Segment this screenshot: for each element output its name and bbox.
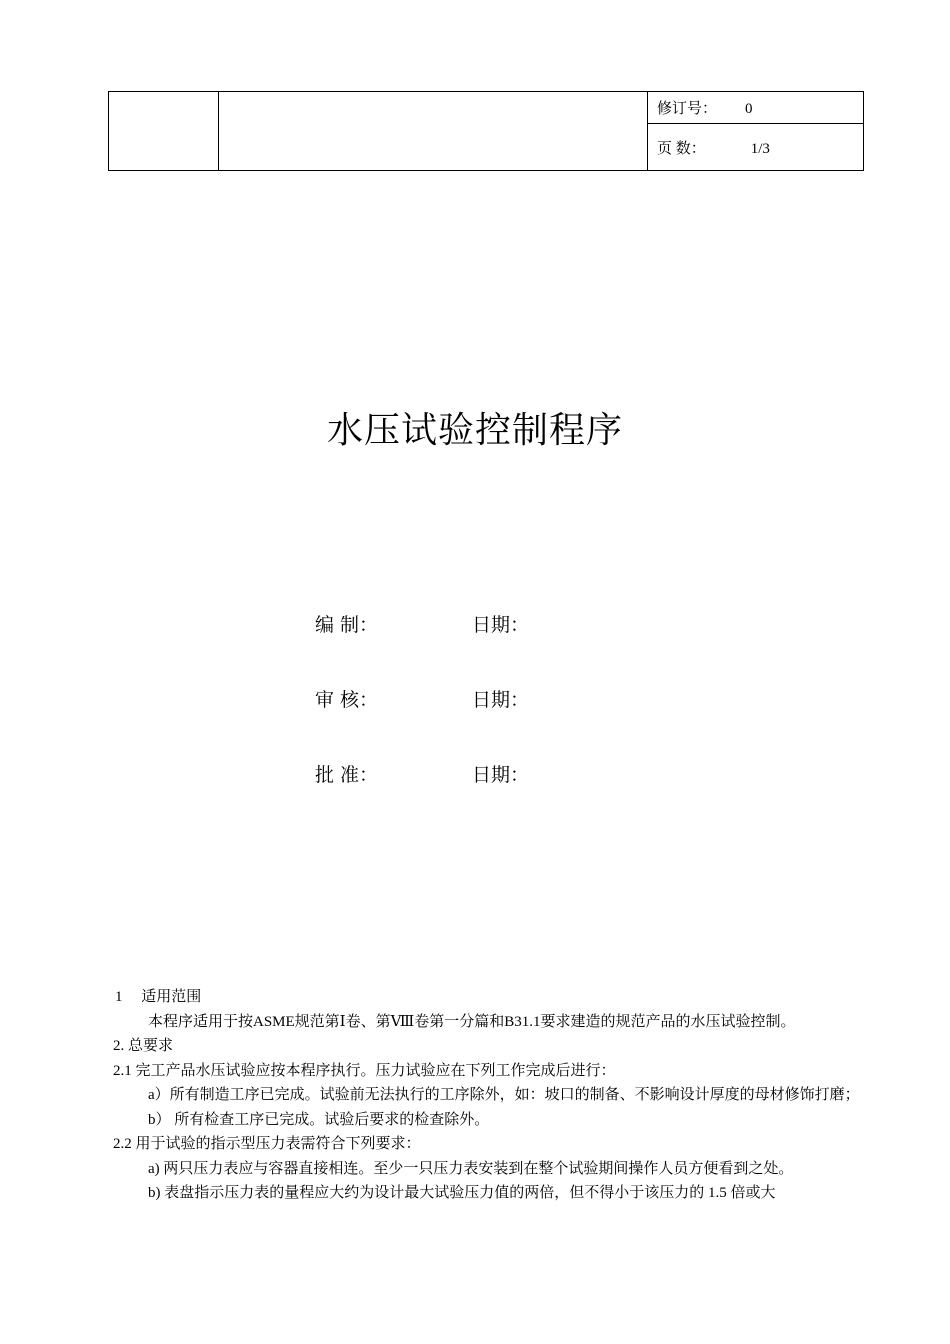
pages-cell (648, 124, 864, 171)
header-title-cell (219, 92, 648, 171)
section-2-2: 2.2 用于试验的指示型压力表需符合下列要求： (113, 1136, 421, 1152)
body-text (113, 985, 873, 1206)
signoff-row-prepared (315, 610, 529, 637)
section-1-heading: 1 适用范围 (115, 989, 202, 1005)
signoff-date-label: 日期： (472, 614, 530, 636)
section-1-text: 本程序适用于按ASME规范第Ⅰ卷、第Ⅷ卷第一分篇和B31.1要求建造的规范产品的水压试验控制。 (148, 1013, 796, 1030)
revision-value: 0 (745, 101, 753, 117)
signoff-date-label: 日期： (472, 689, 530, 711)
document-title: 水压试验控制程序 (326, 410, 623, 451)
section-2-1: 2.1 完工产品水压试验应按本程序执行。压力试验应在下列工作完成后进行： (113, 1062, 616, 1079)
signoff-label: 审 核： (315, 689, 379, 711)
logo-cell (109, 92, 219, 171)
signoff-date-label: 日期： (472, 764, 530, 786)
section-2-2-b: b) 表盘指示压力表的量程应大约为设计最大试验压力值的两倍，但不得小于该压力的 1.5 倍或大 (148, 1185, 776, 1201)
section-2-2-a: a) 两只压力表应与容器直接相连。至少一只压力表安装到在整个试验期间操作人员方便看到之处。 (148, 1160, 794, 1177)
signoff-row-approved (315, 760, 529, 787)
pages-value: 1/3 (750, 140, 770, 157)
signoff-label: 编 制： (315, 614, 379, 636)
document-header-table (108, 91, 864, 171)
revision-label: 修订号： (657, 101, 718, 117)
pages-label: 页 数： (657, 140, 706, 157)
section-2-heading: 2. 总要求 (113, 1038, 174, 1054)
revision-cell (648, 92, 864, 124)
section-2-1-b: b） 所有检查工序已完成。试验后要求的检查除外。 (148, 1111, 490, 1128)
section-2-1-a: a）所有制造工序已完成。试验前无法执行的工序除外，如：坡口的制备、不影响设计厚度的母材修饰打磨； (148, 1087, 860, 1103)
signoff-row-reviewed (315, 685, 529, 712)
signoff-label: 批 准： (315, 764, 379, 786)
